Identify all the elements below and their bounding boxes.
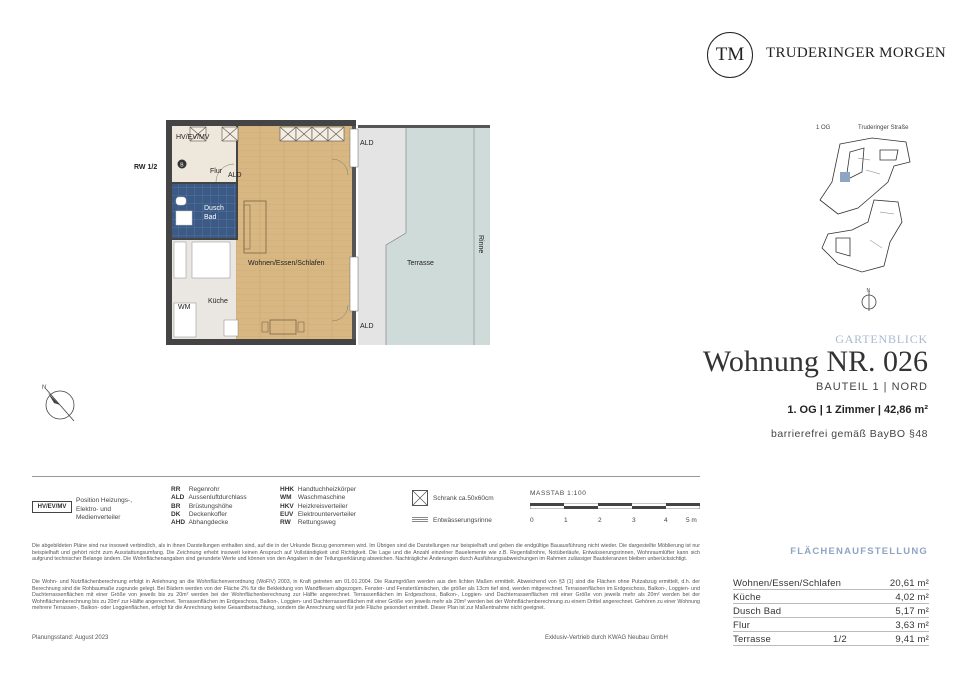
scale-title: MASSTAB 1:100 (530, 490, 587, 497)
scale-tick: 2 (598, 517, 602, 524)
legend-item: HKV Heizkreisverteiler (280, 502, 348, 510)
view-label: GARTENBLICK (835, 332, 928, 346)
room-bad: Bad (204, 214, 217, 221)
entwaesserung-text: Entwässerungsrinne (433, 517, 492, 524)
legend-item: WM Waschmaschine (280, 494, 346, 502)
area-table (733, 576, 929, 646)
unit-summary: 1. OG | 1 Zimmer | 42,86 m² (787, 404, 928, 416)
accessibility-note: barrierefrei gemäß BayBO §48 (771, 428, 928, 440)
ald-tag-flur: ALD (228, 172, 242, 179)
legend-item: HHK Handtuchheizkörper (280, 486, 356, 493)
scale-tick: 1 (564, 517, 568, 524)
scale-tick: 3 (632, 517, 636, 524)
disclaimer-paragraph-1: Die abgebildeten Pläne sind nur insoweit verbindlich, als in ihnen Darstellungen enthalten sind, auf die in der Urkunde Bezug genommen wird. Im Übrigen sind die Darstellungen nur beispielhaft und geben die endgültige Bauausführung nicht wieder. Die dargestellte Möblierung ist nur beispielhaft und gehört nicht zum Ausstattungsumfang. Die Zeichnung erhebt insoweit keinen Anspruch auf Vollständigkeit und Richtigkeit. Die Lage und die Anzahl einzelner Bauelemente wie z.B. Regenfallrohre, Notüberläufe, Entwässerungsrinnen, Wohnraumlüfter kann sich aufgrund technischer Belange ändern. Die Wohnflächenangaben sind gerundete Werte und können von den Angaben in der Teilungserklärung abweichen. Nachträgliche Änderungen durch Ausführungsabweichungen im Rahmen zulässiger Bautoleranzen bleiben unberücksichtigt. (32, 543, 700, 563)
schrank-text: Schrank ca.50x60cm (433, 495, 494, 502)
legend-col-1 (171, 486, 247, 527)
legend-item: EUV Elektrounterverteiler (280, 510, 356, 518)
area-row: Terrasse 1/2 9,41 m² (733, 634, 929, 645)
scale-tick: 4 (664, 517, 668, 524)
hv-tag: HV/EV/MV (176, 134, 210, 141)
unit-title: Wohnung NR. 026 (702, 345, 928, 378)
vertrieb: Exklusiv-Vertrieb durch KWAG Neubau GmbH (545, 635, 668, 641)
ald-tag-top: ALD (360, 140, 374, 147)
room-flur: Flur (210, 168, 223, 175)
svg-text:N: N (42, 385, 47, 391)
keyplan-street: Truderinger Straße (858, 125, 909, 131)
terrace-rinne-label: Rinne (477, 235, 484, 254)
entwaesserung-icon (412, 517, 428, 522)
hv-text: Position Heizungs-, Elektro- und Medienverteiler (76, 497, 132, 521)
disclaimer-paragraph-2: Die Wohn- und Nutzflächenberechnung erfolgt in Anlehnung an die Wohnflächenverordnung (WoFlV) 2003, in Kraft getreten am 01.01.2004. Die Raumgrößen werden aus den lichten Maßen ermittelt. Abweichend von §3 (1) sind die Flächen ohne Putzabzug ermittelt, d.h. der Berechnung sind die Rohbaumaße zugrunde gelegt. Bei Bädern werden von der Fläche 2% für die Bekleidung von Wandfliesen abgezogen. Fenster- und Fenstertürnischen, die größer als 13cm tief sind, werden mitgerechnet. Terrassenflächen im Erdgeschoss, Balkon-, Loggien- und Dachterrassenflächen mit einer Größe von jeweils bis zu 20m² werden bei der Wohnflächenberechnung zur Hälfte angerechnet. Terrassenflächen im Erdgeschoss, Balkon-, Loggien- und Dachterrassenflächen mit einer Größe von jeweils mehr als 20m² werden bei der Wohnflächenberechnung bis zu 20m² zur Hälfte angerechnet. Terrassenflächen im Erdgeschoss, Balkon-, Loggien- und Dachterrassenflächen mit einer Größe von jeweils mehr als 20m² werden bei der Wohnflächenberechnung zu einem Drittel angerechnet. Gehören zu einer Wohnung mehrere Terrassen-, Balkon- oder Loggienflächen, erfolgt für die Anrechnung keine Gesamtbetrachtung, sondern die Anrechnung wird für jede Fläche gesondert ermittelt. Dieser Plan ist zur Maßentnahme nicht geeignet. (32, 579, 700, 612)
area-table-heading: FLÄCHENAUFSTELLUNG (790, 546, 928, 557)
bauteil-label: BAUTEIL 1 | NORD (816, 381, 928, 393)
b-tag: B (180, 162, 184, 169)
legend-col-2 (280, 486, 356, 527)
room-wohnen: Wohnen/Essen/Schlafen (248, 260, 325, 267)
floor-plan (130, 115, 490, 355)
legend-item: ALD Aussenluftdurchlass (171, 494, 247, 502)
schrank-icon (412, 490, 428, 506)
brand-monogram: TM (707, 32, 753, 78)
area-row: Flur 3,63 m² (733, 620, 929, 631)
scale-bar (530, 503, 700, 509)
key-plan (810, 122, 928, 282)
wm-tag: WM (178, 304, 191, 311)
area-row: Dusch Bad 5,17 m² (733, 606, 929, 617)
planungsstand: Planungsstand: August 2023 (32, 635, 109, 641)
area-row: Wohnen/Essen/Schlafen 20,61 m² (733, 578, 929, 589)
hv-box: HV/EV/MV (32, 501, 72, 513)
scale-tick: 0 (530, 517, 534, 524)
keyplan-floor: 1 OG (816, 125, 831, 131)
north-arrow-small-icon (858, 287, 880, 313)
rw-label: RW 1/2 (134, 164, 158, 171)
room-kueche: Küche (208, 298, 228, 305)
legend-item: AHD Abhangdecke (171, 519, 229, 527)
legend-item: RR Regenrohr (171, 486, 220, 493)
room-terrasse: Terrasse (407, 260, 434, 267)
svg-text:N: N (866, 288, 871, 294)
legend-item: DK Deckenkoffer (171, 510, 227, 518)
legend-item: BR Brüstungshöhe (171, 502, 233, 510)
brand-name: TRUDERINGER MORGEN (766, 45, 946, 61)
scale-tick: 5 m (686, 517, 697, 524)
legend-item: RW Rettungsweg (280, 519, 336, 527)
area-row: Küche 4,02 m² (733, 592, 929, 603)
north-arrow-icon (40, 383, 80, 423)
room-dusch: Dusch (204, 205, 224, 212)
scale-labels (528, 517, 704, 527)
ald-tag-bottom: ALD (360, 323, 374, 330)
legend-divider (32, 476, 700, 477)
